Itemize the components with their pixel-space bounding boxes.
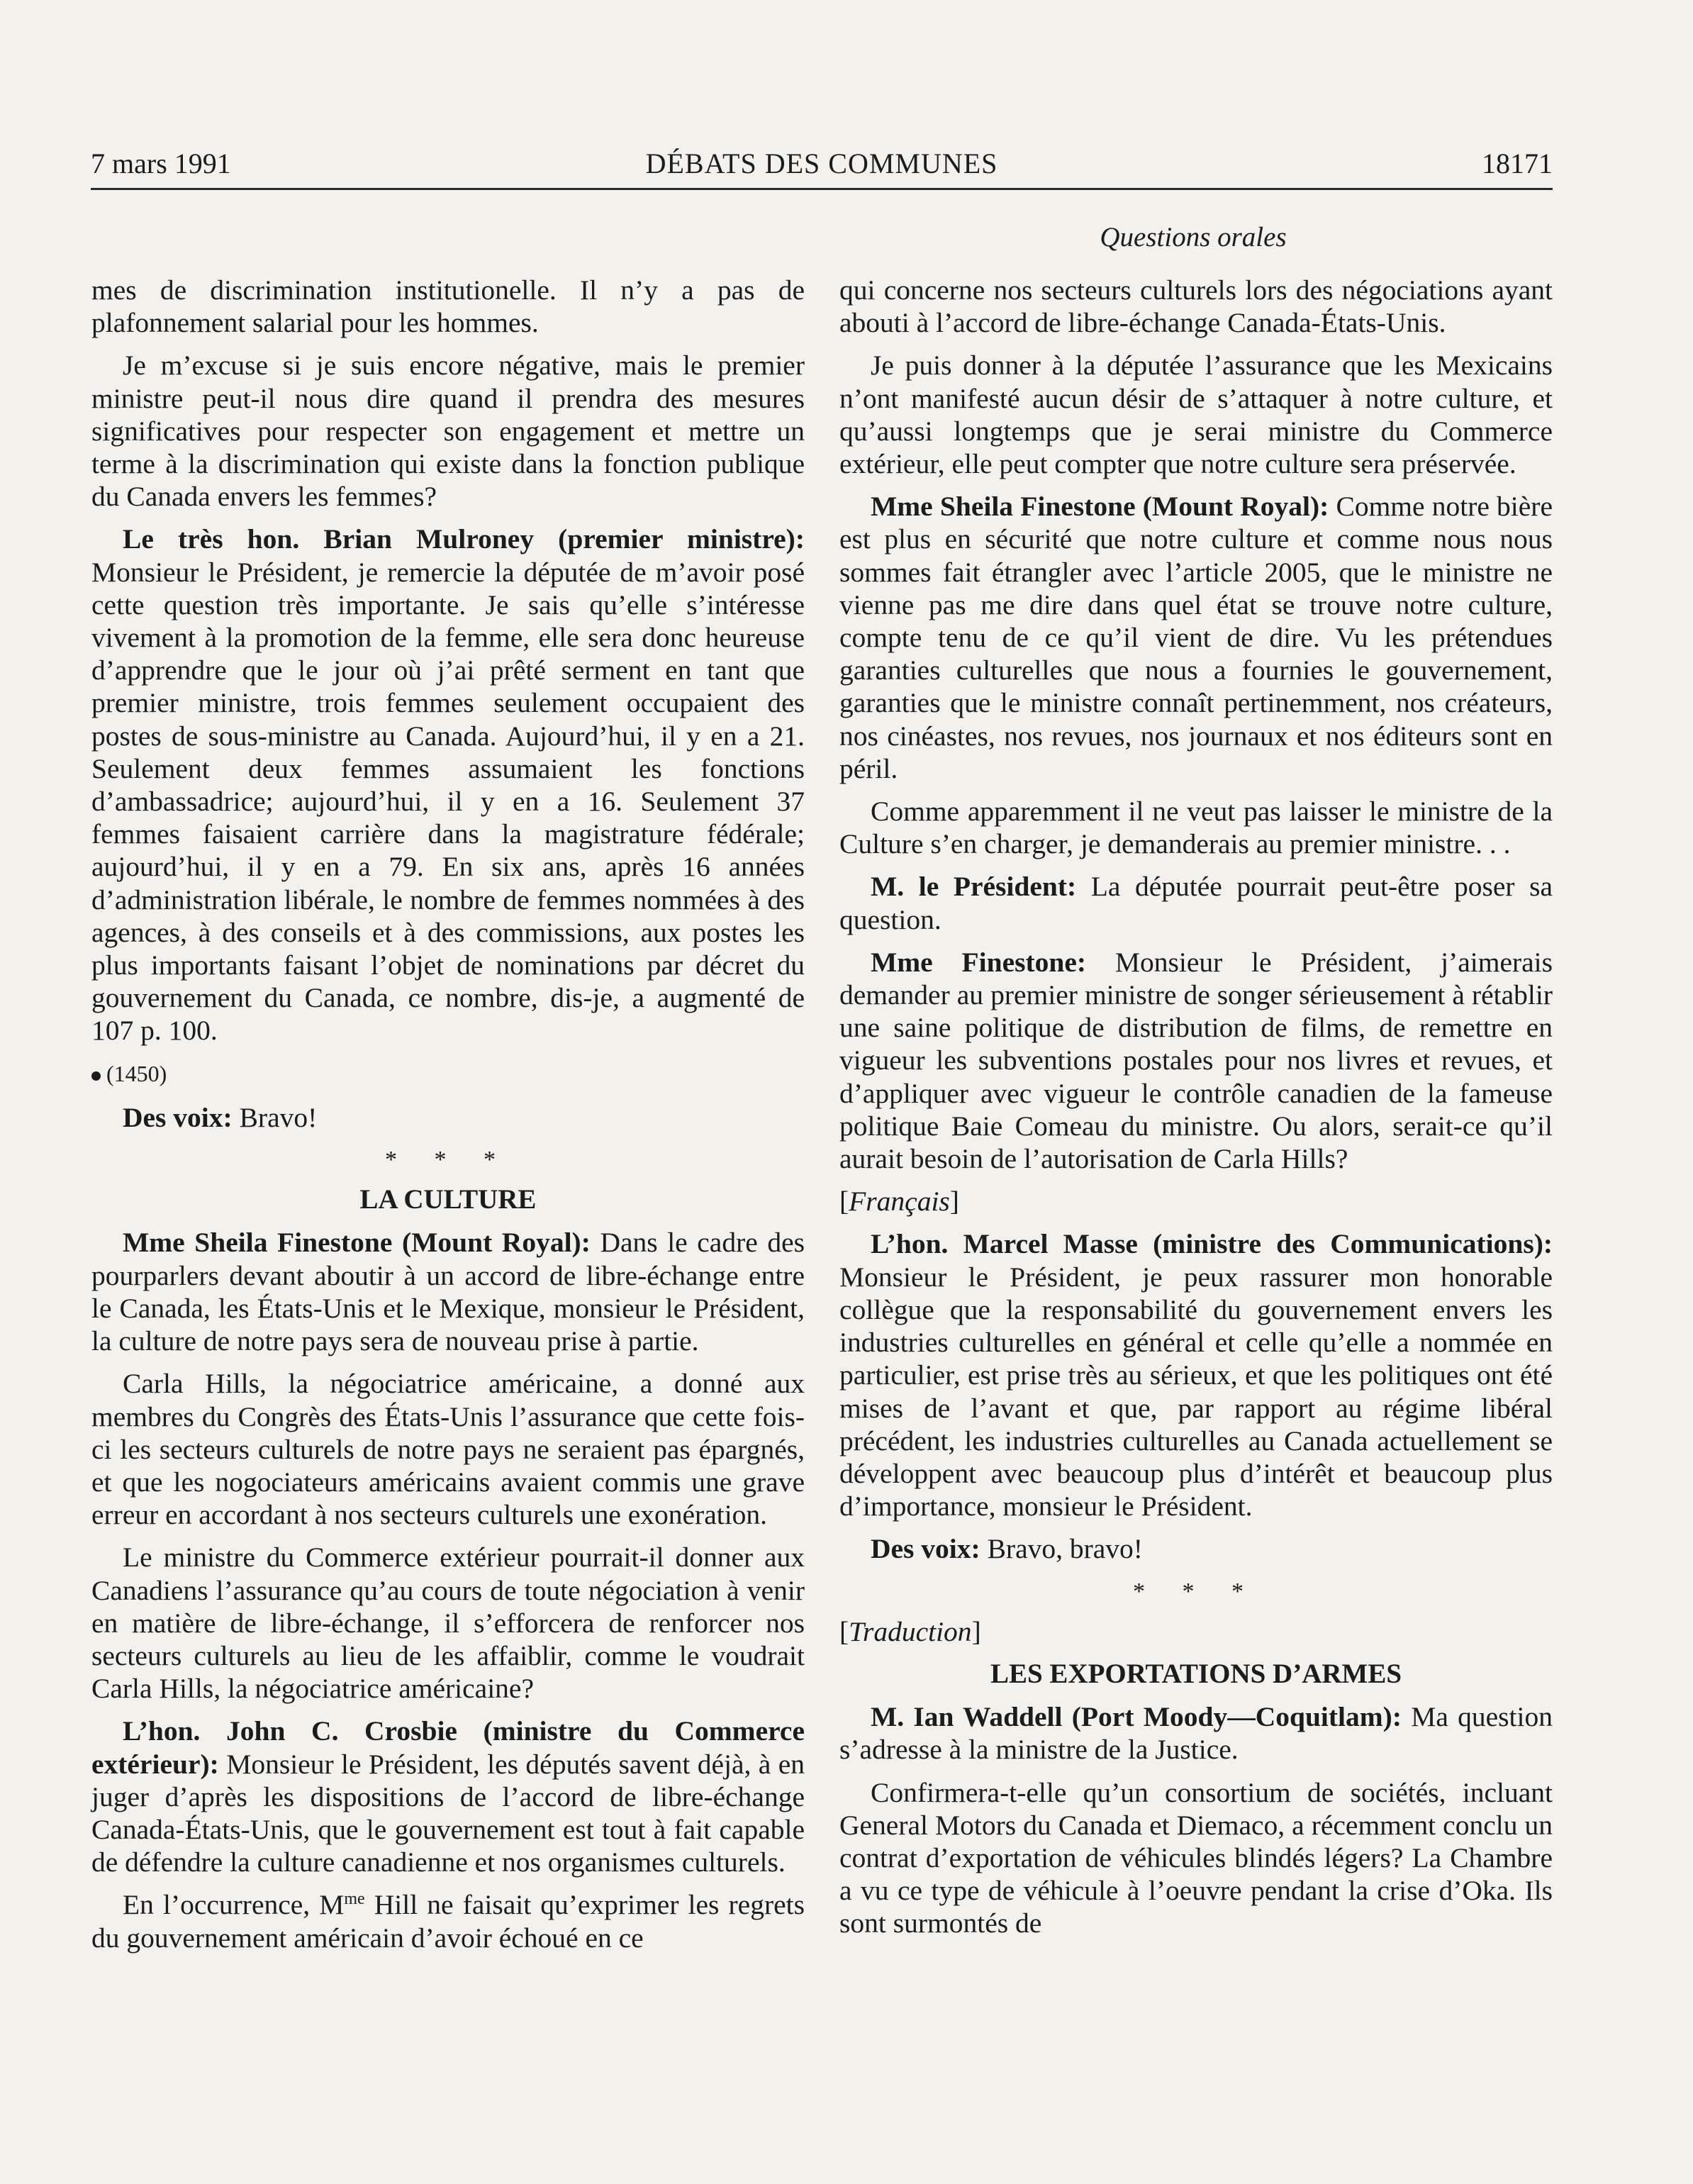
speech-text: Monsieur le Président, je remercie la députée de m’avoir posé cette question très importante. Je sais qu’elle s’intéresse vivement à la promotion de la femme, elle sera donc heureuse d’apprendre que le jour où j’ai prêté serment en tant que premier ministre, trois femmes seulement occupaient des postes de sous-ministre au Canada. Aujourd’hui, il y en a 21. Seulement deux femmes assumaient les fonctions d’ambassadrice; aujourd’hui, il y en a 16. Seulement 37 femmes faisaient carrière dans la magistrature fédérale; aujourd’hui, il y en a 79. En six ans, après 16 années d’administration libérale, le nombre de femmes nommées à des agences, à des conseils et à des commissions, aux postes les plus importants faisant l’objet de nominations par décret du gouvernement du Canada, ce nombre, dis-je, a augmenté de 107 p. 100.	[91, 556, 805, 1047]
right-column	[839, 274, 1553, 1950]
left-column	[91, 274, 805, 1964]
speech-text: Comme notre bière est plus en sécurité que notre culture et comme nous nous sommes fait étrangler avec l’article 2005, que le ministre ne vienne pas me dire dans quel état se trouve notre culture, compte tenu de ce qu’il vient de dire. Vu les prétendues garanties culturelles que nous a fournies le gouvernement, garanties que le ministre connaît pertinemment, nos créateurs, nos cinéastes, nos revues, nos journaux et nos éditeurs sont en péril.	[839, 491, 1553, 784]
speaker-name: Mme Finestone:	[871, 946, 1087, 978]
speech-text: Bravo, bravo!	[980, 1533, 1143, 1565]
section-heading: LES EXPORTATIONS D’ARMES	[990, 1658, 1402, 1689]
speaker-name: M. Ian Waddell (Port Moody—Coquitlam):	[871, 1701, 1402, 1733]
header-title: DÉBATS DES COMMUNES	[645, 147, 998, 179]
speaker-name: Mme Sheila Finestone (Mount Royal):	[123, 1227, 591, 1259]
superscript: me	[344, 1890, 365, 1909]
header-date: 7 mars 1991	[91, 147, 231, 179]
section-separator: * * *	[1133, 1578, 1259, 1605]
speech-text: Monsieur le Président, je peux rassurer mon honorable collègue que la responsabilité du gouvernement envers les industries culturelles en général et celle qu’elle a nommée en particulier, est prise très au sérieux, et que les politiques ont été mises de l’avant et que, par rapport au régime libéral précédent, les industries culturelles au Canada actuellement se développent avec beaucoup plus d’intérêt et beaucoup plus d’importance, monsieur le Président.	[839, 1261, 1553, 1522]
text-run: En l’occurrence, M	[123, 1889, 345, 1921]
speech-paragraph	[839, 946, 1553, 1175]
time-marker-text: (1450)	[106, 1060, 167, 1086]
paragraph: Comme apparemment il ne veut pas laisser le ministre de la Culture s’en charger, je demanderais au premier ministre. . .	[839, 796, 1553, 860]
speaker-name: M. le Président:	[871, 871, 1077, 903]
section-separator: * * *	[385, 1147, 511, 1174]
paragraph: Le ministre du Commerce extérieur pourrait-il donner aux Canadiens l’assurance qu’au cours de toute négociation à venir en matière de libre-échange, il s’efforcera de renforcer nos secteurs culturels au lieu de les affaiblir, comme le voudrait Carla Hills, la négociatrice américaine?	[91, 1542, 805, 1705]
language-note-text: Français	[849, 1186, 950, 1218]
speech-text: Monsieur le Président, j’aimerais demander au premier ministre de songer sérieusement à rétablir une saine politique de distribution de films, de remettre en vigueur les subventions postales pour nos livres et revues, et d’appliquer avec vigueur le contrôle canadien de la fameuse politique Baie Comeau du ministre. Ou alors, serait-ce qu’il aurait besoin de l’autorisation de Carla Hills?	[839, 946, 1553, 1175]
speech-paragraph	[91, 1715, 805, 1878]
running-header	[91, 145, 1553, 190]
speaker-name: Des voix:	[871, 1533, 980, 1565]
speech-text: Monsieur le Président, les députés savent déjà, à en juger d’après les dispositions de l’accord de libre-échange Canada-États-Unis, que le gouvernement est tout à fait capable de défendre la culture canadienne et nos organismes culturels.	[91, 1748, 805, 1878]
speech-paragraph	[839, 1227, 1553, 1522]
speaker-name: Mme Sheila Finestone (Mount Royal):	[871, 491, 1329, 523]
speech-text: Ma question s’adresse à la ministre de la Justice.	[839, 1701, 1553, 1766]
paragraph: Je puis donner à la députée l’assurance que les Mexicains n’ont manifesté aucun désir de s’attaquer à notre culture, et qu’aussi longtemps que je serai ministre du Commerce extérieur, elle peut compter que notre culture sera préservée.	[839, 350, 1553, 480]
section-label: Questions orales	[1100, 222, 1287, 252]
speech-paragraph	[839, 490, 1553, 785]
speaker-name: L’hon. John C. Crosbie (ministre du Commerce extérieur):	[91, 1715, 805, 1780]
language-note: [Traduction]	[839, 1615, 981, 1647]
bullet-icon	[91, 1071, 101, 1081]
speech-paragraph	[839, 1700, 1553, 1766]
section-heading: LA CULTURE	[359, 1184, 537, 1215]
paragraph: mes de discrimination institutionelle. Il n’y a pas de plafonnement salarial pour les hommes.	[91, 274, 805, 339]
paragraph: Confirmera-t-elle qu’un consortium de sociétés, incluant General Motors du Canada et Diemaco, a récemment conclu un contrat d’exportation de véhicules blindés légers? La Chambre a vu ce type de véhicule à l’oeuvre pendant la crise d’Oka. Ils sont surmontés de	[839, 1776, 1553, 1939]
text-run: Hill ne faisait qu’exprimer les regrets du gouvernement américain d’avoir échoué en ce	[91, 1889, 805, 1954]
speech-paragraph	[839, 1532, 1553, 1565]
speech-text: Bravo!	[232, 1101, 318, 1133]
paragraph: qui concerne nos secteurs culturels lors des négociations ayant abouti à l’accord de libre-échange Canada-États-Unis.	[839, 274, 1553, 339]
speech-text: Dans le cadre des pourparlers devant aboutir à un accord de libre-échange entre le Canada, les États-Unis et le Mexique, monsieur le Président, la culture de notre pays sera de nouveau prise à partie.	[91, 1227, 805, 1357]
paragraph	[91, 1888, 805, 1954]
speech-text: La députée pourrait peut-être poser sa question.	[839, 871, 1553, 935]
time-marker	[91, 1057, 805, 1090]
speaker-name: L’hon. Marcel Masse (ministre des Communications):	[871, 1228, 1553, 1260]
speech-paragraph	[91, 1101, 805, 1134]
language-note: [Français]	[839, 1186, 959, 1218]
speaker-name: Des voix:	[123, 1101, 233, 1133]
header-page-number: 18171	[1482, 147, 1553, 179]
language-note-text: Traduction	[849, 1615, 972, 1647]
speech-paragraph	[91, 523, 805, 1047]
speech-paragraph	[91, 1226, 805, 1357]
paragraph: Carla Hills, la négociatrice américaine, a donné aux membres du Congrès des États-Unis l’assurance que cette fois-ci les secteurs culturels de notre pays ne seraient pas épargnés, et que les nogociateurs américains avaient commis une grave erreur en accordant à nos secteurs culturels une exonération.	[91, 1368, 805, 1531]
paragraph: Je m’excuse si je suis encore négative, mais le premier ministre peut-il nous dire quand il prendra des mesures significatives pour respecter son engagement et mettre un terme à la discrimination qui existe dans la fonction publique du Canada envers les femmes?	[91, 350, 805, 513]
speech-paragraph	[839, 870, 1553, 935]
speaker-name: Le très hon. Brian Mulroney (premier ministre):	[123, 523, 805, 555]
